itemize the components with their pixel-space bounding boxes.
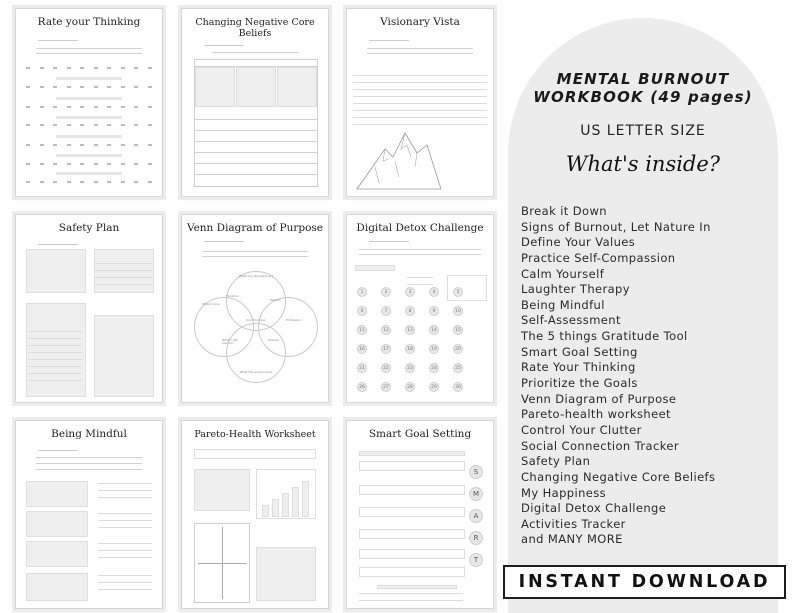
detox-day xyxy=(381,325,391,335)
table-rule xyxy=(194,152,318,153)
contents-item: Practice Self-Compassion xyxy=(521,250,676,265)
divider xyxy=(359,249,481,250)
smart-letter: T xyxy=(473,556,479,564)
preview-changing-negative-core-beliefs xyxy=(181,8,329,197)
table-rule xyxy=(194,119,318,120)
venn-label: What the world needs xyxy=(239,370,273,374)
category-band xyxy=(56,116,122,119)
detox-day xyxy=(453,363,463,373)
contents-item: Prioritize the Goals xyxy=(521,376,638,391)
date-field xyxy=(26,241,152,246)
detox-day-number: 11 xyxy=(359,328,365,333)
category-band xyxy=(56,135,122,138)
divider xyxy=(367,53,473,54)
detox-day-number: 4 xyxy=(432,290,436,295)
category-band xyxy=(56,154,122,157)
table-cell xyxy=(195,67,235,107)
preview-title: Being Mindful xyxy=(51,428,127,440)
venn-label: What my strengths are xyxy=(238,274,274,278)
contents-item: Pareto-health worksheet xyxy=(521,407,671,422)
detox-day xyxy=(381,344,391,354)
preview-visionary-vista xyxy=(346,8,494,197)
preview-title: Venn Diagram of Purpose xyxy=(186,222,324,234)
category-band xyxy=(56,77,122,80)
table-rule xyxy=(194,174,318,175)
table-cell xyxy=(236,67,276,107)
date-field xyxy=(26,447,152,452)
mindful-box xyxy=(26,541,88,567)
rating-scale xyxy=(26,105,152,109)
rating-scale xyxy=(26,180,152,184)
preview-title: Changing Negative Core Beliefs xyxy=(195,17,315,39)
preview-rate-your-thinking xyxy=(15,8,163,197)
preview-safety-plan xyxy=(15,214,163,403)
detox-day-number: 12 xyxy=(383,328,389,333)
preview-digital-detox xyxy=(346,214,494,403)
venn-label: What I get paid for xyxy=(222,338,238,346)
detox-day xyxy=(381,382,391,392)
contents-item: Activities Tracker xyxy=(521,516,626,531)
detox-day xyxy=(357,344,367,354)
detox-day-number: 27 xyxy=(383,385,389,390)
contents-item: Digital Detox Challenge xyxy=(521,501,667,516)
preview-title: Rate your Thinking xyxy=(37,16,141,28)
goal-field xyxy=(359,485,465,495)
contents-item: Social Connection Tracker xyxy=(521,438,679,453)
contents-item: Venn Diagram of Purpose xyxy=(521,391,677,406)
detox-day-number: 10 xyxy=(455,309,461,314)
detox-day xyxy=(453,306,463,316)
contents-item: Signs of Burnout, Let Nature In xyxy=(521,219,711,234)
detox-day xyxy=(453,325,463,335)
detox-day xyxy=(405,382,415,392)
detox-day-number: 17 xyxy=(383,347,389,352)
mountain-illustration xyxy=(355,127,443,191)
preview-title: Digital Detox Challenge xyxy=(356,222,484,234)
contents-item: The 5 things Gratitude Tool xyxy=(521,329,688,344)
date-field xyxy=(192,238,318,243)
detox-day-number: 20 xyxy=(455,347,461,352)
writing-lines xyxy=(359,593,463,607)
contents-item: Rate Your Thinking xyxy=(521,360,636,375)
contents-item: Calm Yourself xyxy=(521,266,605,281)
contents-item: Smart Goal Setting xyxy=(521,344,638,359)
smart-letter-circle xyxy=(469,509,483,523)
goal-field xyxy=(359,567,465,577)
detox-day xyxy=(357,382,367,392)
product-title-line2: WORKBOOK (49 pages) xyxy=(533,88,753,106)
table-rule xyxy=(194,163,318,164)
contents-item: Changing Negative Core Beliefs xyxy=(521,469,716,484)
goal-field xyxy=(359,529,465,539)
rating-scale xyxy=(26,85,152,89)
mindful-box xyxy=(26,573,88,601)
detox-day xyxy=(381,363,391,373)
detox-day xyxy=(405,344,415,354)
detox-day-number: 8 xyxy=(408,309,412,314)
paper-size-label: US LETTER SIZE xyxy=(580,123,706,139)
preview-smart-goal-setting xyxy=(346,420,494,609)
venn-label: Mission xyxy=(270,298,282,302)
safety-box xyxy=(26,249,86,293)
detox-day xyxy=(429,325,439,335)
divider xyxy=(359,254,481,255)
preview-venn-diagram xyxy=(181,214,329,403)
rating-scale xyxy=(26,162,152,166)
date-field xyxy=(26,37,152,42)
writing-lines xyxy=(353,75,487,131)
contents-item: and MANY MORE xyxy=(521,532,623,547)
safety-box xyxy=(94,315,154,397)
writing-lines xyxy=(98,483,152,504)
contents-item: Self-Assessment xyxy=(521,313,621,328)
rating-scale xyxy=(26,66,152,70)
contents-item: Break it Down xyxy=(521,204,607,218)
preview-title: Smart Goal Setting xyxy=(368,428,472,440)
date-field xyxy=(357,238,483,243)
detox-day-number: 7 xyxy=(384,309,388,314)
divider xyxy=(202,251,308,252)
rating-scale xyxy=(26,123,152,127)
detox-day-number: 2 xyxy=(384,290,388,295)
preview-title: Pareto-Health Worksheet xyxy=(194,429,316,440)
goal-field xyxy=(359,549,465,559)
detox-day xyxy=(381,287,391,297)
divider xyxy=(36,469,142,470)
goal-band xyxy=(359,451,465,456)
matrix-axis xyxy=(222,527,223,599)
mindful-box xyxy=(26,511,88,537)
detox-day xyxy=(357,287,367,297)
venn-label: Vocation xyxy=(226,294,239,298)
goal-field xyxy=(359,461,465,471)
contents-item: Define Your Values xyxy=(521,235,636,250)
detox-day xyxy=(429,344,439,354)
contents-item: Laughter Therapy xyxy=(521,282,630,297)
smart-letter-circle xyxy=(469,487,483,501)
preview-pareto-health xyxy=(181,420,329,609)
preview-title: Visionary Vista xyxy=(380,16,460,28)
divider xyxy=(212,52,298,53)
divider xyxy=(202,256,308,257)
mindful-box xyxy=(26,481,88,507)
contents-item: Control Your Clutter xyxy=(521,422,642,437)
instant-download-button[interactable]: INSTANT DOWNLOAD xyxy=(503,565,786,599)
writing-lines xyxy=(98,575,152,596)
table-rule xyxy=(194,130,318,131)
detox-day-number: 24 xyxy=(431,366,437,371)
venn-label: Your Purpose xyxy=(246,318,266,322)
writing-lines xyxy=(28,331,82,387)
goal-field xyxy=(359,507,465,517)
category-band xyxy=(56,97,122,100)
date-field xyxy=(192,42,318,47)
smart-letter-circle xyxy=(469,465,483,479)
detox-day-number: 30 xyxy=(455,385,461,390)
detox-day-number: 23 xyxy=(407,366,413,371)
contents-item: Being Mindful xyxy=(521,297,605,312)
category-band xyxy=(56,172,122,175)
whats-inside-heading: What's inside? xyxy=(565,152,721,176)
writing-lines xyxy=(98,513,152,534)
pareto-bar xyxy=(272,499,279,517)
detox-day xyxy=(453,382,463,392)
goal-band xyxy=(377,585,457,589)
detox-day xyxy=(405,363,415,373)
rating-scale xyxy=(26,143,152,147)
divider xyxy=(36,463,142,464)
detox-day xyxy=(453,344,463,354)
table-cell xyxy=(277,67,317,107)
detox-day xyxy=(429,382,439,392)
divider xyxy=(36,48,142,49)
detox-day-number: 28 xyxy=(407,385,413,390)
detox-day-number: 14 xyxy=(431,328,437,333)
detox-day-number: 15 xyxy=(455,328,461,333)
contents-item: My Happiness xyxy=(521,485,607,500)
date-field xyxy=(357,37,483,42)
detox-day-number: 1 xyxy=(360,290,364,295)
pareto-box xyxy=(194,469,250,511)
divider xyxy=(367,48,473,49)
smart-letter-circle xyxy=(469,553,483,567)
detox-day xyxy=(453,287,463,297)
detox-day-number: 3 xyxy=(408,290,412,295)
detox-day-number: 19 xyxy=(431,347,437,352)
detox-day-number: 21 xyxy=(359,366,365,371)
product-title-line1: MENTAL BURNOUT xyxy=(556,70,730,88)
venn-label: Profession xyxy=(286,318,302,322)
contents-list xyxy=(521,204,715,548)
preview-being-mindful xyxy=(15,420,163,609)
smart-letter-circle xyxy=(469,531,483,545)
detox-day-number: 6 xyxy=(360,309,364,314)
smart-letter: M xyxy=(472,490,480,498)
venn-label: What I Love xyxy=(202,302,220,306)
detox-day-number: 29 xyxy=(431,385,437,390)
detox-day-number: 16 xyxy=(359,347,365,352)
pareto-bar xyxy=(292,487,299,517)
venn-label: Passion xyxy=(268,338,280,342)
detox-day-number: 26 xyxy=(359,385,365,390)
detox-day-number: 25 xyxy=(455,366,461,371)
pareto-box xyxy=(256,547,316,601)
pareto-bar xyxy=(302,481,309,517)
detox-label xyxy=(355,265,395,271)
pareto-bar xyxy=(282,493,289,517)
pareto-bar xyxy=(262,505,269,517)
detox-day xyxy=(405,325,415,335)
smart-letter: A xyxy=(473,512,479,520)
contents-item: Safety Plan xyxy=(521,454,591,469)
divider xyxy=(36,53,142,54)
smart-letter: R xyxy=(473,534,479,542)
detox-day xyxy=(429,306,439,316)
detox-day-number: 22 xyxy=(383,366,389,371)
detox-day xyxy=(357,363,367,373)
detox-day-number: 9 xyxy=(432,309,436,314)
detox-day xyxy=(357,325,367,335)
detox-day xyxy=(429,287,439,297)
smart-letter: S xyxy=(473,468,479,476)
writing-lines xyxy=(98,543,152,564)
detox-day xyxy=(381,306,391,316)
detox-day xyxy=(357,306,367,316)
detox-day-number: 13 xyxy=(407,328,413,333)
detox-day-number: 5 xyxy=(456,290,460,295)
detox-day xyxy=(429,363,439,373)
detox-day xyxy=(405,287,415,297)
detox-day-number: 18 xyxy=(407,347,413,352)
date-field xyxy=(194,449,316,459)
table-rule xyxy=(194,141,318,142)
preview-title: Safety Plan xyxy=(58,222,120,234)
divider xyxy=(36,457,142,458)
detox-day xyxy=(405,306,415,316)
writing-lines xyxy=(94,263,152,291)
